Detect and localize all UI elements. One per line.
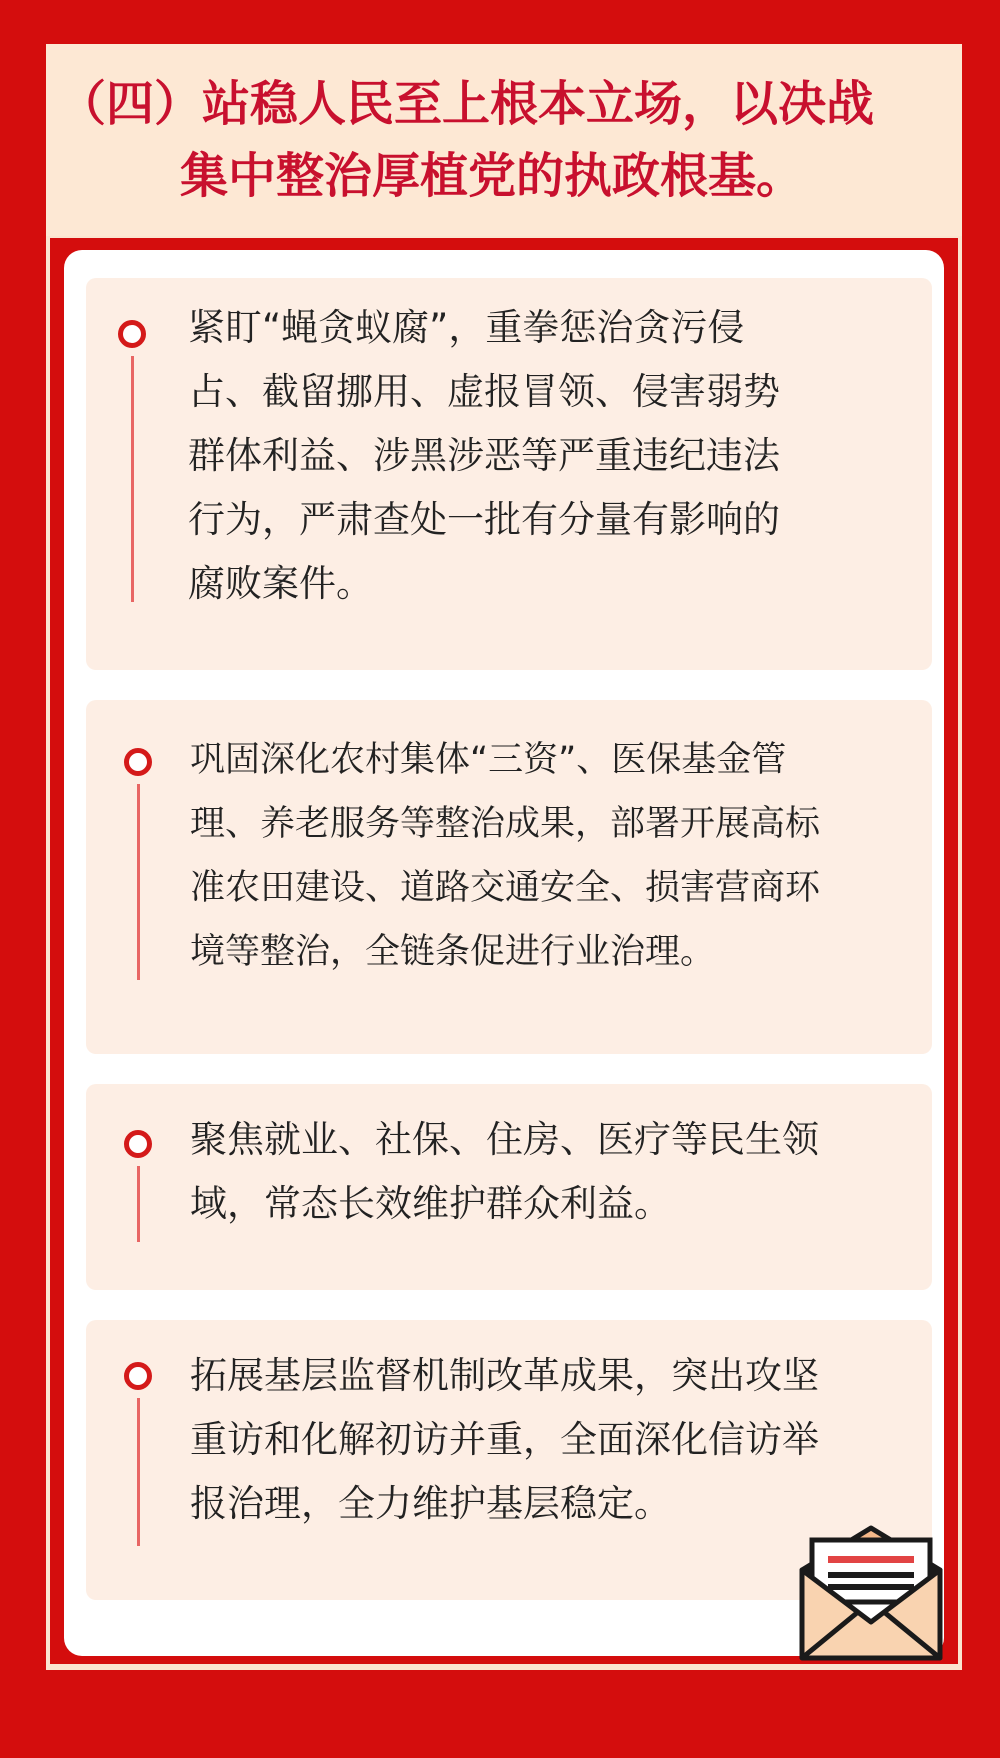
item-text-line: 报治理，全力维护基层稳定。 <box>190 1482 671 1525</box>
ring-bullet-icon <box>124 1130 152 1158</box>
list-item <box>86 700 932 1054</box>
item-text-line: 占、截留挪用、虚报冒领、侵害弱势 <box>188 370 780 413</box>
bullet-line <box>137 1398 140 1546</box>
item-text <box>190 1344 819 1536</box>
item-text-line: 行为，严肃查处一批有分量有影响的 <box>188 498 780 541</box>
item-text-line: 重访和化解初访并重，全面深化信访举 <box>190 1418 819 1461</box>
list-item <box>86 1084 932 1290</box>
item-text-line: 准农田建设、道路交通安全、损害营商环 <box>190 868 821 908</box>
content-panel <box>64 250 944 1656</box>
list-item <box>86 278 932 670</box>
item-text-line: 域，常态长效维护群众利益。 <box>190 1182 671 1225</box>
bullet-line <box>131 356 134 602</box>
page-title <box>58 68 958 212</box>
item-text-line: 腐败案件。 <box>188 562 373 605</box>
bullet-line <box>137 784 140 980</box>
header <box>46 44 962 236</box>
page-frame <box>46 44 962 1670</box>
item-text <box>190 728 820 984</box>
bullet-line <box>137 1166 140 1242</box>
envelope-icon <box>796 1522 946 1664</box>
content-area <box>46 238 962 1664</box>
item-text-line: 境等整治，全链条促进行业治理。 <box>190 932 716 972</box>
item-text <box>188 296 780 616</box>
item-text-line: 紧盯“蝇贪蚁腐”，重拳惩治贪污侵 <box>188 306 745 349</box>
item-text-line: 聚焦就业、社保、住房、医疗等民生领 <box>190 1118 819 1161</box>
item-text-line: 巩固深化农村集体“三资”、医保基金管 <box>190 740 787 780</box>
ring-bullet-icon <box>124 1362 152 1390</box>
item-text <box>190 1108 819 1236</box>
title-line-1: （四）站稳人民至上根本立场，以决战 <box>58 76 875 132</box>
item-text-line: 拓展基层监督机制改革成果，突出攻坚 <box>190 1354 819 1397</box>
title-line-2: 集中整治厚植党的执政根基。 <box>180 148 805 204</box>
item-text-line: 群体利益、涉黑涉恶等严重违纪违法 <box>188 434 780 477</box>
item-text-line: 理、养老服务等整治成果，部署开展高标 <box>190 804 821 844</box>
ring-bullet-icon <box>118 320 146 348</box>
ring-bullet-icon <box>124 748 152 776</box>
